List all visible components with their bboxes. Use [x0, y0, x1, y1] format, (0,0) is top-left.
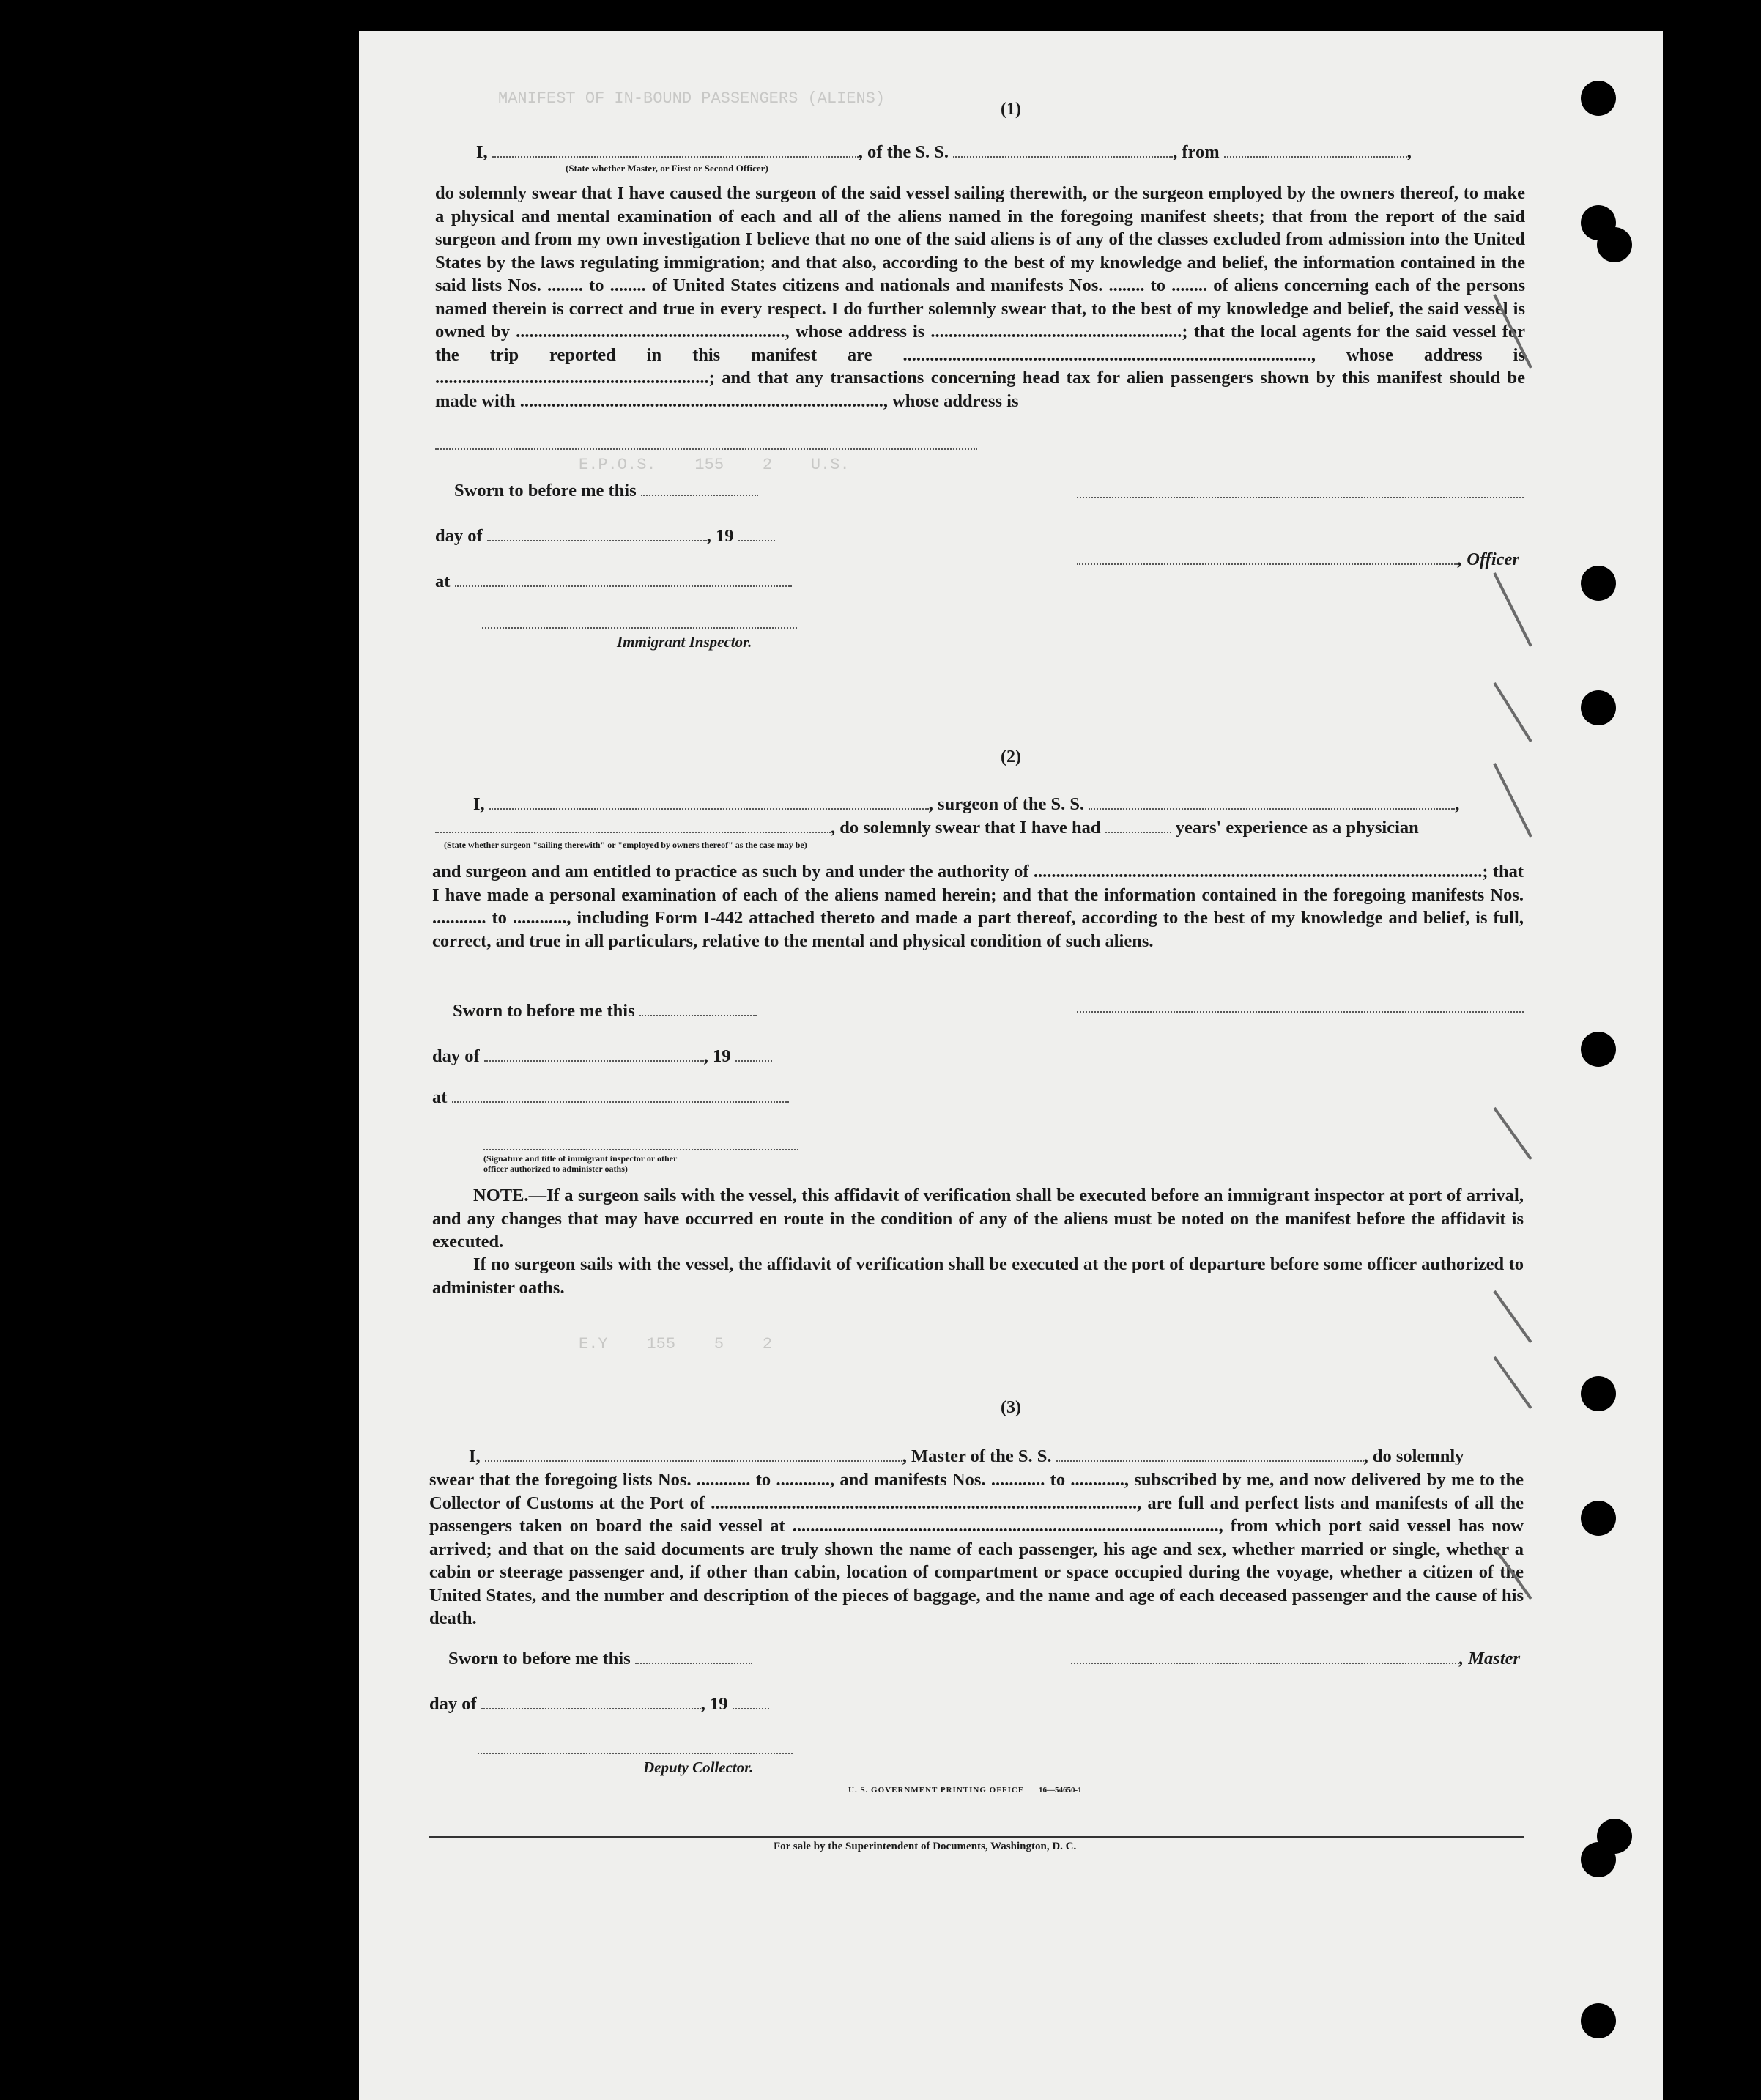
- from-label: , from: [1173, 142, 1220, 162]
- punch-hole: [1581, 566, 1616, 601]
- officer-note: (State whether Master, or First or Second Officer): [566, 163, 768, 174]
- sworn-label: Sworn to before me this: [454, 481, 637, 500]
- day-field[interactable]: [484, 1056, 704, 1062]
- year-field[interactable]: [738, 536, 775, 541]
- section-1-officer: [1077, 548, 1519, 572]
- section-1-signature-line[interactable]: [1077, 497, 1524, 498]
- section-2-day-of: [432, 1045, 772, 1068]
- section-1-address-continuation[interactable]: [435, 448, 977, 450]
- section-2-inspector-line[interactable]: [483, 1149, 798, 1150]
- bleed-through-1: MANIFEST OF IN-BOUND PASSENGERS (ALIENS): [498, 89, 886, 108]
- officer-name-field[interactable]: [492, 152, 859, 158]
- sworn-label: Sworn to before me this: [448, 1649, 631, 1668]
- section-1-sworn: [454, 479, 758, 503]
- surgeon-vessel-field[interactable]: [1089, 804, 1455, 810]
- punch-hole: [1597, 227, 1632, 262]
- master-signature-field[interactable]: [1071, 1658, 1459, 1664]
- section-2-at: [432, 1086, 789, 1109]
- section-2-note1: [432, 1184, 1524, 1254]
- officer-label: , Officer: [1458, 550, 1519, 569]
- day-of-label: day of: [435, 526, 483, 546]
- inspector-label: Immigrant Inspector.: [617, 633, 752, 651]
- master-signature-label: , Master: [1459, 1649, 1521, 1668]
- year-label: , 19: [700, 1694, 728, 1714]
- master-name-field[interactable]: [485, 1456, 902, 1462]
- section-1-number: (1): [1001, 100, 1021, 119]
- signature-note: (Signature and title of immigrant inspector or other officer authorized to administer oaths): [483, 1153, 678, 1174]
- section-1-at: [435, 570, 792, 594]
- bleed-through-3: E.Y 155 5 2: [579, 1335, 773, 1353]
- document-page: [359, 31, 1663, 2100]
- day-field[interactable]: [481, 1704, 701, 1709]
- collector-signature-line[interactable]: [478, 1753, 793, 1754]
- oath-prefix: I,: [469, 1446, 481, 1466]
- from-port-field[interactable]: [1224, 152, 1407, 158]
- year-field[interactable]: [735, 1056, 772, 1062]
- punch-hole: [1581, 2003, 1616, 2038]
- section-2-paragraph: and surgeon and am entitled to practice as such by and under the authority of ....................................................................................................; that I have made a personal examination of each of the aliens named herein; and that the information contained in the foregoing manifests Nos. ............ to ............, including Form I-442 attached thereto and made a part thereof, according to the best of my knowledge and belief, is full, correct, and true in all particulars, relative to the mental and physical condition of such aliens.: [432, 862, 1524, 951]
- section-2-line2: [435, 816, 1419, 840]
- punch-hole: [1581, 1376, 1616, 1411]
- section-3-day-of: [429, 1693, 769, 1716]
- form-number: 16—54650-1: [1039, 1786, 1082, 1794]
- check-mark: [1494, 1108, 1531, 1159]
- officer-signature-field[interactable]: [1077, 559, 1458, 565]
- punch-hole: [1581, 1032, 1616, 1067]
- year-label: , 19: [703, 1046, 731, 1066]
- swear-label: , do solemnly swear that I have had: [831, 818, 1101, 838]
- print-office: U. S. GOVERNMENT PRINTING OFFICE: [848, 1786, 1025, 1794]
- line-end: , do solemnly: [1363, 1446, 1464, 1466]
- section-1-day-of: [435, 525, 775, 548]
- year-field[interactable]: [733, 1704, 769, 1709]
- day-of-label: day of: [429, 1694, 477, 1714]
- oath-line-end: ,: [1406, 142, 1412, 162]
- day-field[interactable]: [487, 536, 707, 541]
- footer-rule: [429, 1836, 1524, 1838]
- experience-label: years' experience as a physician: [1175, 818, 1419, 838]
- note-text: —If a surgeon sails with the vessel, this affidavit of verification shall be executed before an immigrant inspector at port of arrival, and any changes that may have occurred en route in the condition of any of the aliens must be noted on the manifest before the affidavit is executed.: [432, 1186, 1524, 1252]
- punch-hole: [1581, 1842, 1616, 1877]
- vessel-label: , of the S. S.: [858, 142, 949, 162]
- section-2-number: (2): [1001, 747, 1021, 766]
- punch-hole: [1581, 81, 1616, 116]
- section-3-paragraph: swear that the foregoing lists Nos. ............ to ............, and manifests Nos. ............ to ............, subscribed by me, and now delivered by me to the Collector of Customs at the Port of ..............................................................................................., are full and perfect lists and manifests of all the passengers taken on board the said vessel at ..............................................................................................., from which port said vessel has now arrived; and that on the said documents are truly shown the name of each passenger, his age and sex, whether married or single, whether a cabin or steerage passenger and, if other than cabin, location of compartment or space occupied during the voyage, whether a citizen of the United States, and the number and description of the pieces of baggage, and the name and age of each deceased passenger and the cause of his death.: [429, 1470, 1524, 1628]
- line-end: ,: [1455, 794, 1460, 814]
- section-3-master: [1071, 1647, 1520, 1671]
- at-place-field[interactable]: [452, 1097, 789, 1103]
- oath-prefix: I,: [476, 142, 488, 162]
- check-mark: [1494, 683, 1531, 742]
- footer-text: For sale by the Superintendent of Documents, Washington, D. C.: [774, 1841, 1077, 1852]
- section-2-signature-line[interactable]: [1077, 1011, 1524, 1013]
- oath-prefix: I,: [473, 794, 485, 814]
- surgeon-type-field[interactable]: [435, 827, 831, 833]
- day-of-label: day of: [432, 1046, 480, 1066]
- bleed-through-2: E.P.O.S. 155 2 U.S.: [579, 456, 850, 474]
- surgeon-name-field[interactable]: [489, 804, 929, 810]
- master-vessel-field[interactable]: [1056, 1456, 1364, 1462]
- punch-hole: [1581, 1501, 1616, 1536]
- surgeon-note: (State whether surgeon "sailing therewith" or "employed by owners thereof" as the case may be): [444, 840, 807, 850]
- years-field[interactable]: [1105, 827, 1171, 833]
- punch-hole: [1581, 690, 1616, 725]
- at-place-field[interactable]: [455, 581, 792, 587]
- section-1-paragraph: do solemnly swear that I have caused the surgeon of the said vessel sailing therewith, or the surgeon employed by the owners thereof, to make a physical and mental examination of each and all of the aliens named in the foregoing manifest sheets; that from the report of the said surgeon and from my own investigation I believe that no one of the said aliens is of any of the classes excluded from admission into the United States by the laws regulating immigration; and that also, according to the best of my knowledge and belief, the information contained in the said lists Nos. ........ to ........ of United States citizens and nationals and manifests Nos. ........ to ........ of aliens concerning each of the persons named therein is correct and true in every respect. I do further solemnly swear that, to the best of my knowledge and belief, the said vessel is owned by ............................................................, whose address is ........................................................; that the local agents for the said vessel for the trip reported in this manifest are ..........................................................................................., whose address is .............................................................; and that any transactions concerning head tax for alien passengers shown by this manifest should be made with ................................................................................., whose address is: [435, 183, 1525, 411]
- at-label: at: [432, 1087, 448, 1107]
- collector-label: Deputy Collector.: [643, 1759, 754, 1776]
- year-label: , 19: [706, 526, 734, 546]
- sworn-date-field[interactable]: [641, 490, 758, 496]
- check-mark: [1494, 764, 1531, 837]
- sworn-date-field[interactable]: [639, 1010, 757, 1016]
- check-mark: [1494, 573, 1531, 646]
- surgeon-label: , surgeon of the S. S.: [928, 794, 1085, 814]
- sworn-label: Sworn to before me this: [453, 1001, 635, 1021]
- section-2-sworn: [453, 999, 757, 1023]
- note-label: NOTE.: [473, 1186, 529, 1205]
- inspector-signature-line[interactable]: [482, 627, 797, 629]
- vessel-name-field[interactable]: [953, 152, 1173, 158]
- master-label: , Master of the S. S.: [902, 1446, 1052, 1466]
- section-2-note2: If no surgeon sails with the vessel, the affidavit of verification shall be executed at the port of departure before some officer authorized to administer oaths.: [432, 1254, 1524, 1298]
- sworn-date-field[interactable]: [635, 1658, 752, 1664]
- section-3-number: (3): [1001, 1398, 1021, 1417]
- at-label: at: [435, 572, 451, 591]
- section-3-sworn: [448, 1647, 752, 1671]
- section-2-line1: [473, 793, 1459, 816]
- section-3-line1: [469, 1445, 1464, 1468]
- section-1-oath-line: [476, 141, 1412, 164]
